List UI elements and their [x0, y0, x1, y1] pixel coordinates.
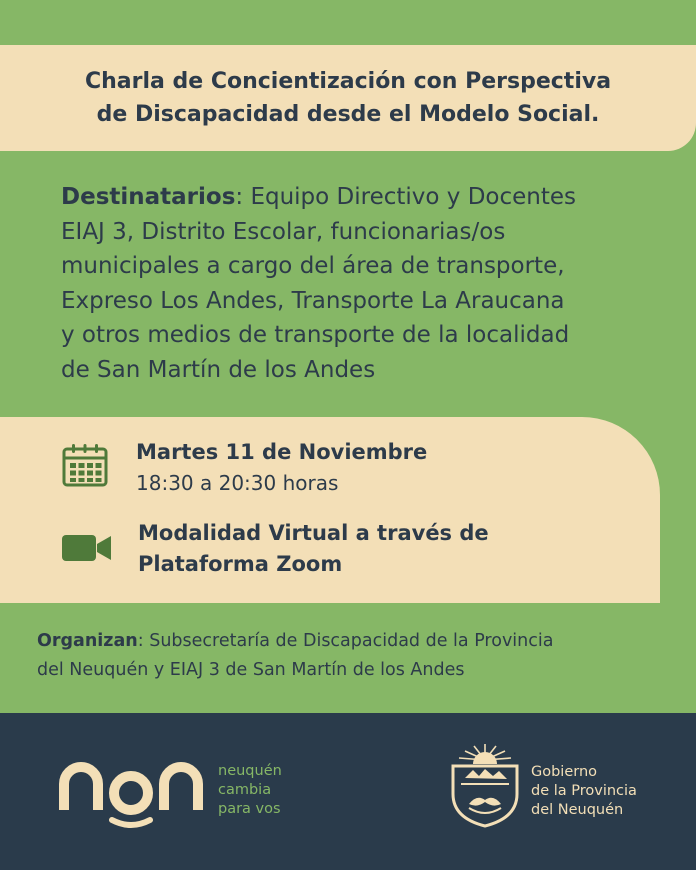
gov-text-line-2: de la Provincia [531, 783, 637, 799]
recipients [61, 180, 661, 388]
recipients-line-4: Expreso Los Andes, Transporte La Araucana [61, 287, 565, 314]
title-line-1: Charla de Concientización con Perspectiva [84, 69, 612, 94]
event-title [28, 65, 668, 131]
organizers [37, 627, 667, 685]
recipients-line-3: municipales a cargo del área de transporte, [61, 253, 565, 280]
provincial-emblem [447, 742, 523, 828]
tagline-line-1: neuquén [218, 763, 282, 779]
tagline-line-3: para vos [218, 801, 281, 817]
gov-text-line-3: del Neuquén [531, 802, 624, 818]
calendar-icon [62, 443, 108, 487]
title-banner [0, 45, 696, 151]
recipients-line-1: : Equipo Directivo y Docentes [235, 184, 577, 210]
video-camera-icon [62, 533, 112, 563]
event-time: 18:30 a 20:30 horas [136, 471, 339, 495]
recipients-label: Destinatarios [61, 184, 236, 210]
event-mode-line-2: Plataforma Zoom [138, 552, 343, 576]
event-mode-line-1: Modalidad Virtual a través de [138, 521, 489, 545]
recipients-line-5: y otros medios de transporte de la localidad [61, 322, 570, 349]
recipients-line-6: de San Martín de los Andes [61, 356, 376, 383]
brand-tagline [218, 762, 282, 819]
event-date: Martes 11 de Noviembre [136, 440, 428, 464]
organizers-label: Organizan [37, 631, 138, 651]
recipients-line-2: EIAJ 3, Distrito Escolar, funcionarias/os [61, 218, 506, 245]
gov-text-line-1: Gobierno [531, 764, 598, 780]
tagline-line-2: cambia [218, 782, 272, 798]
organizers-line-1: : Subsecretaría de Discapacidad de la Provincia [137, 631, 554, 651]
non-logo [58, 760, 204, 830]
government-name [531, 763, 637, 820]
organizers-line-2: del Neuquén y EIAJ 3 de San Martín de los Andes [37, 660, 465, 680]
title-line-2: de Discapacidad desde el Modelo Social. [96, 102, 600, 127]
